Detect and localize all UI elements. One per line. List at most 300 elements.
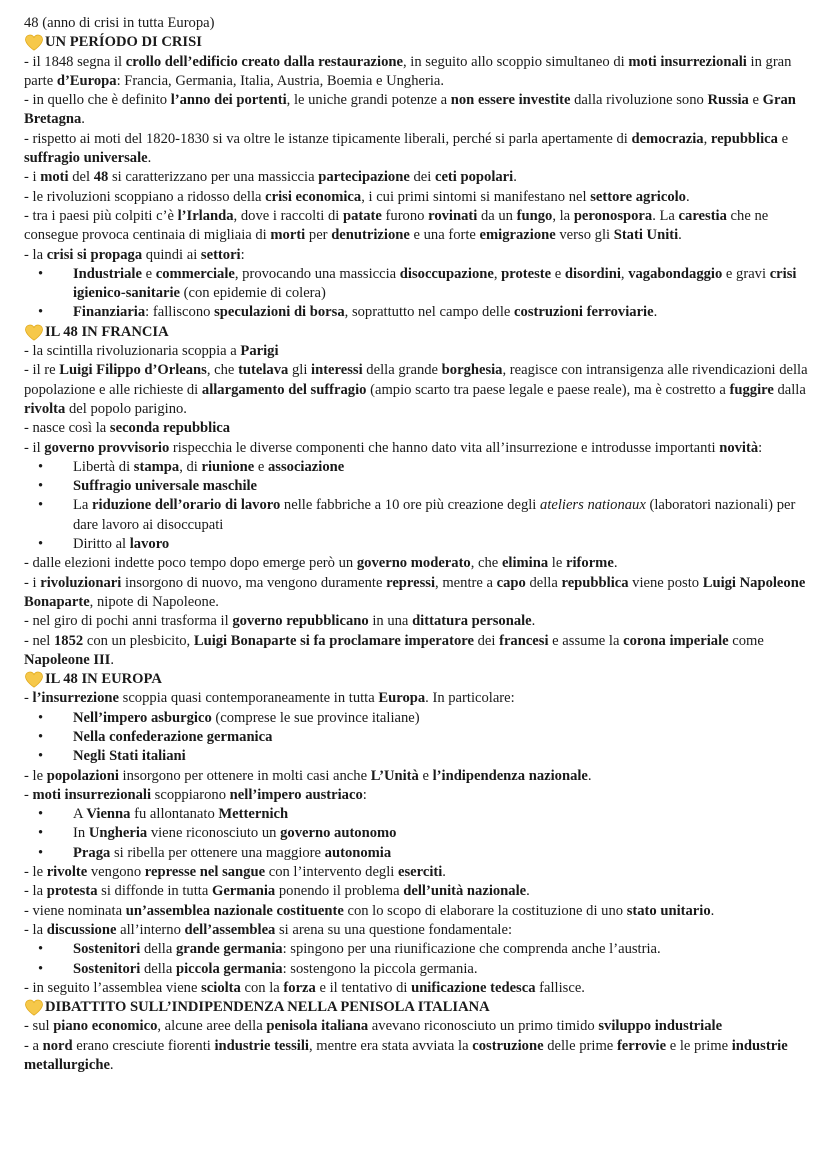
text-run: autonomia	[324, 844, 392, 861]
bullet-item	[24, 709, 814, 728]
text-run: dalla rivoluzione sono	[570, 92, 708, 109]
text-run: con un plesbicito,	[83, 632, 194, 649]
text-run: , nipote di Napoleone.	[89, 593, 219, 610]
text-run: e il tentativo di	[315, 979, 412, 996]
text-run: , le uniche grandi potenze a	[286, 92, 451, 109]
text-run: capo	[496, 574, 526, 591]
paragraph-line	[24, 168, 814, 187]
paragraph-line	[24, 902, 814, 921]
text-run: moti	[40, 169, 69, 186]
text-run: democrazia	[631, 130, 704, 147]
text-run: rivolta	[24, 400, 66, 417]
text-run: , che	[470, 555, 502, 572]
text-run: fallisce.	[535, 979, 585, 996]
paragraph-line	[24, 882, 814, 901]
bullet-text	[73, 303, 814, 322]
text-run: repubblica	[561, 574, 629, 591]
text-run: quindi ai	[142, 246, 201, 263]
text-run: 48 (anno di crisi in tutta Europa)	[24, 15, 215, 31]
paragraph-line	[24, 342, 814, 361]
text-run: rovinati	[428, 207, 478, 224]
text-run: - il	[24, 439, 45, 456]
bullet-text	[73, 496, 814, 535]
text-run: governo autonomo	[280, 825, 397, 842]
text-run: forza	[283, 979, 316, 996]
text-run: UN PERÍODO DI CRISI	[45, 34, 202, 51]
bullet-dot: •	[38, 265, 44, 282]
text-run: avevano riconosciuto un primo timido	[368, 1018, 599, 1035]
text-run: unificazione tedesca	[411, 979, 536, 996]
text-run: .	[587, 767, 592, 784]
bullet-dot: •	[38, 844, 44, 861]
text-run: popolazioni	[46, 767, 119, 784]
paragraph-line	[24, 632, 814, 671]
bullet-dot: •	[38, 806, 44, 823]
bullet-text	[73, 844, 814, 863]
text-run: Suffragio universale maschile	[73, 478, 258, 495]
text-run: 48	[93, 169, 109, 186]
text-run: stampa	[133, 458, 180, 475]
text-run: settore agricolo	[590, 188, 686, 205]
paragraph-line	[24, 91, 814, 130]
text-run: - le rivoluzioni scoppiano a ridosso della	[24, 188, 266, 205]
text-run: si caratterizzano per una massiccia	[108, 169, 319, 186]
text-run: Sostenitori	[73, 941, 141, 958]
text-run: con lo scopo di elaborare la costituzione di uno	[343, 902, 627, 919]
bullet-item	[24, 477, 814, 496]
text-run: Negli Stati italiani	[73, 748, 186, 765]
text-run: industrie tessili	[214, 1037, 309, 1054]
text-run: Ungheria	[88, 825, 148, 842]
text-run: del	[68, 169, 94, 186]
text-run: In	[73, 825, 89, 842]
paragraph-line	[24, 419, 814, 438]
text-run: stato unitario	[626, 902, 711, 919]
paragraph-line	[24, 246, 814, 265]
text-run: viene posto	[628, 574, 703, 591]
text-run: .	[442, 864, 446, 881]
text-run: : sostengono la piccola germania.	[282, 960, 478, 977]
text-run: e	[141, 265, 156, 282]
text-run: moti insurrezionali	[628, 53, 747, 70]
text-run: (con epidemie di colera)	[180, 285, 326, 302]
text-run: .	[685, 188, 690, 205]
text-run: che ne consegue provoca centinaia di migliaia di	[24, 207, 769, 244]
bullet-text	[73, 458, 814, 477]
document-body	[24, 14, 814, 1075]
bullet-text	[73, 824, 814, 843]
text-run: Luigi Filippo d’Orleans	[59, 362, 207, 379]
bullet-item	[24, 940, 814, 959]
text-run: l’Irlanda	[177, 207, 234, 224]
text-run: - il 1848 segna il	[24, 53, 126, 70]
text-run: insorgono per ottenere in molti casi anche	[118, 767, 371, 784]
bullet-item	[24, 303, 814, 322]
text-run: piano economico	[53, 1018, 158, 1035]
text-run: ,	[703, 130, 711, 147]
text-run: rivoluzionari	[40, 574, 122, 591]
text-run: ceti popolari	[434, 169, 514, 186]
text-run: Diritto al	[73, 536, 130, 553]
text-run: morti	[270, 227, 306, 244]
text-run: Praga	[73, 844, 111, 861]
text-run: Luigi Bonaparte si fa proclamare imperatore	[193, 632, 474, 649]
text-run: e	[748, 92, 763, 109]
bullet-item	[24, 844, 814, 863]
text-run: :	[240, 246, 245, 263]
text-run: - le	[24, 864, 47, 881]
text-run: riunione	[201, 458, 255, 475]
text-run: scoppia quasi contemporaneamente in tutta	[119, 690, 379, 707]
text-run: costruzione	[472, 1037, 544, 1054]
paragraph-line	[24, 1017, 814, 1036]
text-run: .	[109, 1057, 114, 1074]
text-run: .	[81, 111, 85, 128]
text-run: e	[254, 458, 268, 475]
text-run: .	[110, 651, 115, 668]
text-run: crisi igienico-sanitarie	[73, 265, 797, 302]
paragraph-line	[24, 439, 814, 458]
text-run: e	[551, 265, 565, 282]
paragraph-line	[24, 689, 814, 708]
text-run: Luigi Napoleone Bonaparte	[24, 574, 806, 610]
text-run: e	[418, 767, 433, 784]
text-run: (comprese le sue province italiane)	[211, 709, 420, 726]
text-run: dalla	[773, 381, 806, 398]
text-run: , in seguito allo scoppio simultaneo di	[402, 53, 629, 70]
bullet-text	[73, 728, 814, 747]
text-run: crisi si propaga	[46, 246, 143, 263]
text-run: l’insurrezione	[32, 690, 119, 707]
bullet-item	[24, 265, 814, 304]
text-run: con la	[240, 979, 284, 996]
bullet-item	[24, 824, 814, 843]
text-run: disoccupazione	[399, 265, 494, 282]
text-run: gli	[288, 362, 312, 379]
paragraph-line	[24, 554, 814, 573]
text-run: (ampio scarto tra paese legale e paese reale), ma è costretto a	[366, 381, 730, 398]
text-run: d’Europa	[56, 72, 117, 89]
text-run: allargamento del suffragio	[201, 381, 367, 398]
text-run: - nel giro di pochi anni trasforma il	[24, 613, 233, 630]
bullet-text	[73, 477, 814, 496]
text-run: .	[710, 902, 715, 919]
text-run: - nel	[24, 632, 54, 649]
text-run: Russia	[707, 92, 749, 109]
text-run: Nell’impero asburgico	[73, 709, 212, 726]
text-run: e una forte	[409, 227, 480, 244]
section-heading	[24, 33, 814, 52]
bullet-dot: •	[38, 497, 44, 514]
text-run: - i	[24, 574, 41, 591]
text-run: - dalle elezioni indette poco tempo dopo emerge però un	[24, 555, 357, 572]
text-run: crollo dell’edificio creato dalla restaurazione	[125, 53, 403, 70]
text-run: Nella confederazione germanica	[73, 728, 273, 745]
text-run: - in seguito l’assemblea viene	[24, 979, 202, 996]
text-run: industrie metallurgiche	[24, 1037, 788, 1074]
text-run: governo repubblicano	[232, 613, 369, 630]
text-run: governo moderato	[356, 555, 471, 572]
text-run: costruzioni ferroviarie	[514, 304, 654, 321]
text-run: IL 48 IN FRANCIA	[45, 323, 169, 340]
text-run: e assume la	[548, 632, 624, 649]
text-run: .	[526, 883, 530, 900]
text-run: interessi	[311, 362, 363, 379]
text-run: insorgono di nuovo, ma vengono duramente	[121, 574, 387, 591]
text-run: , che	[206, 362, 239, 379]
text-run: le	[548, 555, 566, 572]
text-run: e le prime	[666, 1037, 732, 1054]
bullet-item	[24, 458, 814, 477]
text-run: associazione	[268, 458, 345, 475]
text-run: sciolta	[201, 979, 241, 996]
bullet-dot: •	[38, 728, 44, 745]
text-run: erano cresciute fiorenti	[72, 1037, 215, 1054]
text-run: , reagisce con intransigenza alle rivendicazioni della popolazione e alle richieste di	[24, 362, 808, 398]
text-run: - a	[24, 1037, 43, 1054]
text-run: ferrovie	[616, 1037, 667, 1054]
text-run: - la	[24, 883, 47, 900]
text-run: crisi economica	[265, 188, 362, 205]
text-run: in una	[368, 613, 413, 630]
text-run: dittatura personale	[412, 613, 532, 630]
text-run: .	[513, 169, 517, 186]
paragraph-line	[24, 361, 814, 419]
paragraph-line	[24, 53, 814, 92]
text-run: Vienna	[86, 806, 131, 823]
text-run: Industriale	[73, 265, 142, 282]
text-run: . In particolare:	[425, 690, 515, 707]
bullet-dot: •	[38, 536, 44, 553]
text-run: e	[777, 130, 789, 147]
text-run: - le	[24, 767, 47, 784]
text-run: francesi	[499, 632, 549, 649]
text-run: L’Unità	[370, 767, 419, 784]
text-run: seconda repubblica	[109, 420, 231, 437]
text-run: furono	[381, 207, 429, 224]
text-run: all’interno	[116, 921, 185, 938]
text-run: : Francia, Germania, Italia, Austria, Boemia e Ungheria.	[116, 72, 445, 89]
text-run: Germania	[211, 883, 276, 900]
text-run: repressi	[386, 574, 436, 591]
text-run: della	[140, 960, 176, 977]
paragraph-line	[24, 979, 814, 998]
text-run: nord	[42, 1037, 73, 1054]
text-run: suffragio universale	[24, 150, 148, 167]
text-run: - rispetto ai moti del 1820-1830 si va oltre le istanze tipicamente liberali, perché si parla apertamente di	[24, 130, 632, 147]
text-run: novità	[719, 439, 759, 456]
paragraph-line	[24, 574, 814, 613]
text-run: in gran parte	[24, 53, 792, 89]
text-run: dei	[409, 169, 435, 186]
text-run: dell’assemblea	[184, 921, 276, 938]
yellow-heart-icon	[24, 324, 44, 341]
bullet-text	[73, 747, 814, 766]
text-run: , la	[552, 207, 574, 224]
text-run: vagabondaggio	[628, 265, 723, 282]
text-run: partecipazione	[318, 169, 410, 186]
text-run: , soprattutto nel campo delle	[344, 304, 515, 321]
text-run: . La	[652, 207, 679, 224]
text-run: discussione	[46, 921, 117, 938]
text-run: - in quello che è definito	[24, 92, 171, 109]
text-run: ,	[620, 265, 629, 282]
text-run: vengono	[87, 864, 145, 881]
text-run: Finanziaria	[73, 304, 146, 321]
bullet-dot: •	[38, 941, 44, 958]
text-run: tutelava	[238, 362, 289, 379]
text-run: represse nel sangue	[144, 864, 266, 881]
paragraph-line	[24, 863, 814, 882]
text-run: - i	[24, 169, 41, 186]
text-run: commerciale	[155, 265, 235, 282]
text-run: dell’unità nazionale	[403, 883, 527, 900]
text-run: IL 48 IN EUROPA	[45, 671, 162, 688]
bullet-text	[73, 265, 814, 304]
bullet-dot: •	[38, 478, 44, 495]
text-run: l’indipendenza nazionale	[432, 767, 588, 784]
paragraph-line	[24, 612, 814, 631]
text-run: , i cui primi sintomi si manifestano nel	[361, 188, 591, 205]
paragraph-line	[24, 1037, 814, 1076]
heading-text	[45, 670, 162, 689]
text-run: .	[147, 150, 152, 167]
text-run: e gravi	[722, 265, 770, 282]
text-run: speculazioni di borsa	[214, 304, 345, 321]
text-run: :	[362, 786, 367, 803]
bullet-item	[24, 728, 814, 747]
text-run: : spingono per una riunificazione che comprenda anche l’austria.	[282, 941, 661, 958]
text-run: - viene nominata	[24, 902, 126, 919]
text-run: denutrizione	[331, 227, 410, 244]
text-run: .	[531, 613, 536, 630]
text-run: riduzione dell’orario di lavoro	[92, 497, 281, 514]
text-run: .	[678, 227, 682, 244]
text-run: eserciti	[398, 864, 443, 881]
text-run: per	[305, 227, 332, 244]
text-run: scoppiarono	[151, 786, 230, 803]
text-run: corona imperiale	[623, 632, 729, 649]
bullet-dot: •	[38, 960, 44, 977]
heading-text	[45, 323, 169, 342]
text-run: fu allontanato	[130, 806, 219, 823]
paragraph-line	[24, 188, 814, 207]
text-run: borghesia	[441, 362, 503, 379]
text-run: ateliers nationaux	[540, 497, 646, 514]
text-run: 1852	[54, 632, 84, 649]
bullet-text	[73, 709, 814, 728]
bullet-text	[73, 805, 814, 824]
text-run: disordini	[564, 265, 621, 282]
text-run: sviluppo industriale	[598, 1018, 723, 1035]
text-run: lavoro	[129, 536, 170, 553]
text-run: protesta	[46, 883, 98, 900]
text-run: un’assemblea nazionale costituente	[125, 902, 344, 919]
text-run: .	[613, 555, 618, 572]
yellow-heart-icon	[24, 999, 44, 1016]
bullet-item	[24, 960, 814, 979]
text-run: peronospora	[573, 207, 653, 224]
bullet-text	[73, 940, 814, 959]
text-run: non essere investite	[450, 92, 571, 109]
text-run: della grande	[362, 362, 442, 379]
text-run: Parigi	[240, 343, 279, 360]
text-run: grande germania	[175, 941, 283, 958]
text-run: riforme	[566, 555, 614, 572]
text-run: (laboratori nazionali) per dare lavoro ai disoccupati	[73, 497, 796, 533]
text-run: della	[140, 941, 176, 958]
text-run: , mentre a	[435, 574, 497, 591]
text-run: nelle fabbriche a 10 ore più creazione degli	[280, 497, 541, 514]
text-run: Libertà di	[73, 458, 134, 475]
text-run: -	[24, 690, 33, 707]
paragraph-line	[24, 14, 814, 33]
bullet-dot: •	[38, 304, 44, 321]
text-run: ,	[493, 265, 502, 282]
text-run: settori	[200, 246, 241, 263]
text-run: Metternich	[218, 806, 289, 823]
text-run: - tra i paesi più colpiti c’è	[24, 207, 178, 224]
text-run: A	[73, 806, 87, 823]
bullet-item	[24, 805, 814, 824]
text-run: Sostenitori	[73, 960, 141, 977]
text-run: ponendo il problema	[275, 883, 404, 900]
text-run: dei	[473, 632, 500, 649]
paragraph-line	[24, 767, 814, 786]
text-run: si diffonde in tutta	[97, 883, 212, 900]
section-heading	[24, 670, 814, 689]
text-run: Stati Uniti	[613, 227, 679, 244]
bullet-dot: •	[38, 748, 44, 765]
text-run: piccola germania	[175, 960, 283, 977]
text-run: elimina	[501, 555, 549, 572]
text-run: - sul	[24, 1018, 54, 1035]
paragraph-line	[24, 786, 814, 805]
text-run: come	[728, 632, 764, 649]
text-run: da un	[477, 207, 517, 224]
text-run: l’anno dei portenti	[170, 92, 287, 109]
text-run: rivolte	[46, 864, 88, 881]
text-run: si ribella per ottenere una maggiore	[110, 844, 325, 861]
text-run: - il re	[24, 362, 60, 379]
text-run: , alcune aree della	[157, 1018, 267, 1035]
text-run: - la	[24, 921, 47, 938]
text-run: repubblica	[710, 130, 778, 147]
text-run: governo provvisorio	[44, 439, 170, 456]
text-run: nell’impero austriaco	[229, 786, 363, 803]
bullet-dot: •	[38, 458, 44, 475]
paragraph-line	[24, 207, 814, 246]
text-run: - nasce così la	[24, 420, 110, 437]
bullet-dot: •	[38, 709, 44, 726]
text-run: con l’intervento degli	[265, 864, 398, 881]
text-run: - la scintilla rivoluzionaria scoppia a	[24, 343, 241, 360]
text-run: Gran Bretagna	[24, 92, 796, 128]
yellow-heart-icon	[24, 34, 44, 51]
text-run: si arena su una questione fondamentale:	[275, 921, 513, 938]
heading-text	[45, 33, 202, 52]
section-heading	[24, 323, 814, 342]
text-run: , provocando una massiccia	[234, 265, 400, 282]
text-run: delle prime	[543, 1037, 617, 1054]
section-heading	[24, 998, 814, 1017]
text-run: DIBATTITO SULL’INDIPENDENZA NELLA PENISOLA ITALIANA	[45, 999, 490, 1016]
bullet-text	[73, 960, 814, 979]
yellow-heart-icon	[24, 671, 44, 688]
text-run: del popolo parigino.	[65, 400, 187, 417]
heading-text	[45, 998, 490, 1017]
text-run: proteste	[501, 265, 552, 282]
